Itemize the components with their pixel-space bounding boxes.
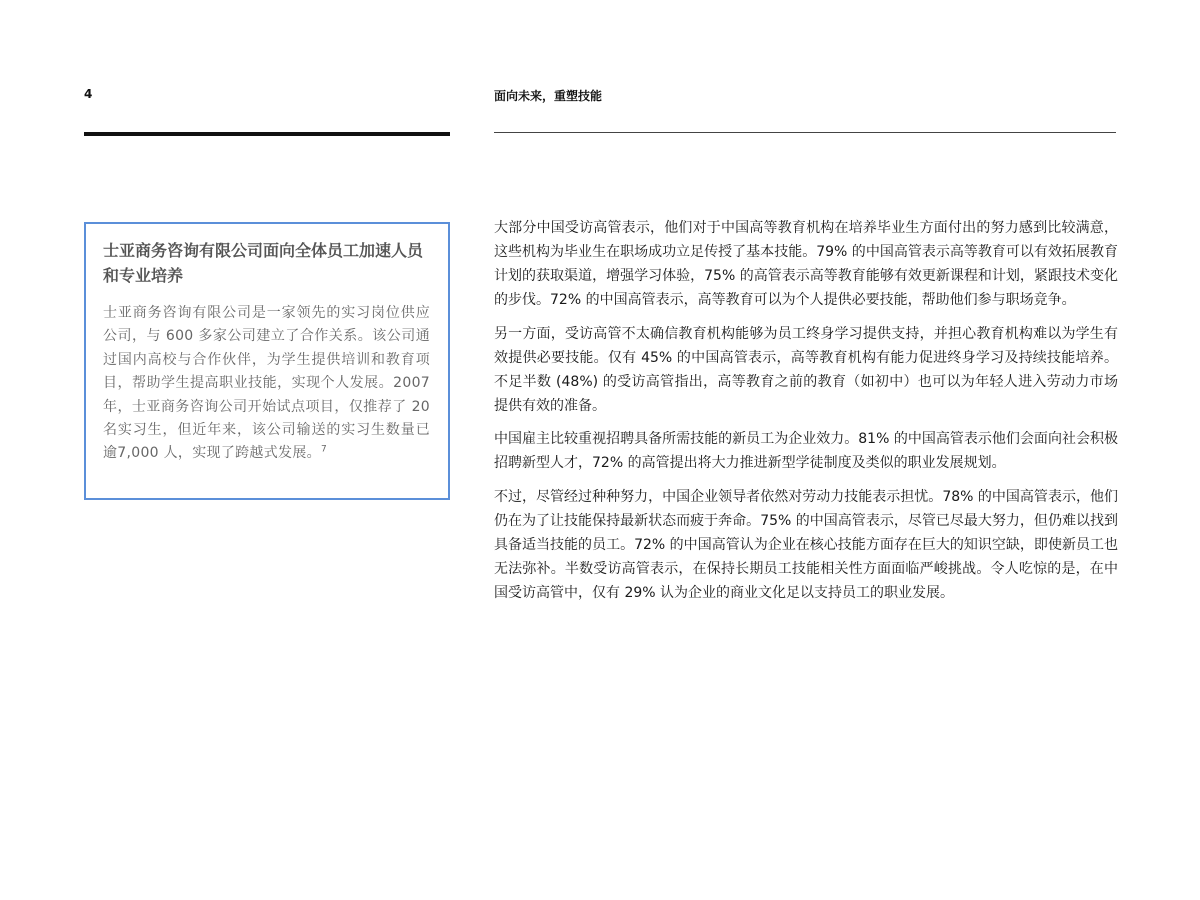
case-study-text: 士亚商务咨询有限公司是一家领先的实习岗位供应公司，与 600 多家公司建立了合作关系。该公司通过国内高校与合作伙伴，为学生提供培训和教育项目，帮助学生提高职业技能，实现个人发展。2007 年，士亚商务咨询公司开始试点项目，仅推荐了 20 名实习生，但近年来，该公司输送的实习生数量已逾7,000 人，实现了跨越式发展。 — [103, 305, 430, 462]
header-rule-thick — [84, 132, 450, 136]
case-study-title: 士亚商务咨询有限公司面向全体员工加速人员和专业培养 — [103, 241, 424, 285]
header-rule-thin — [494, 132, 1116, 133]
body-paragraph: 不过，尽管经过种种努力，中国企业领导者依然对劳动力技能表示担忧。78% 的中国高管表示，他们仍在为了让技能保持最新状态而疲于奔命。75% 的中国高管表示，尽管已尽最大努力，但仍难以找到具备适当技能的员工。72% 的中国高管认为企业在核心技能方面存在巨大的知识空缺，即使新员工也无法弥补。半数受访高管表示，在保持长期员工技能相关性方面面临严峻挑战。令人吃惊的是，在中国受访高管中，仅有 29% 认为企业的商业文化足以支持员工的职业发展。 — [494, 488, 1118, 601]
page-number: 4 — [84, 87, 93, 101]
main-text-column — [494, 216, 1118, 614]
case-study-body — [103, 302, 430, 466]
footnote-marker: 7 — [320, 444, 327, 455]
body-paragraph: 大部分中国受访高管表示，他们对于中国高等教育机构在培养毕业生方面付出的努力感到比较满意，这些机构为毕业生在职场成功立足传授了基本技能。79% 的中国高管表示高等教育可以有效拓展教育计划的获取渠道，增强学习体验，75% 的高管表示高等教育能够有效更新课程和计划，紧跟技术变化的步伐。72% 的中国高管表示，高等教育可以为个人提供必要技能，帮助他们参与职场竞争。 — [494, 220, 1118, 308]
body-paragraph: 中国雇主比较重视招聘具备所需技能的新员工为企业效力。81% 的中国高管表示他们会面向社会积极招聘新型人才，72% 的高管提出将大力推进新型学徒制度及类似的职业发展规划。 — [494, 431, 1118, 471]
body-paragraph: 另一方面，受访高管不太确信教育机构能够为员工终身学习提供支持，并担心教育机构难以为学生有效提供必要技能。仅有 45% 的中国高管表示，高等教育机构有能力促进终身学习及持续技能培养。不足半数 (48%) 的受访高管指出，高等教育之前的教育（如初中）也可以为年轻人进入劳动力市场提供有效的准备。 — [494, 325, 1118, 414]
case-study-box — [84, 222, 450, 500]
running-header: 面向未来，重塑技能 — [494, 89, 603, 103]
